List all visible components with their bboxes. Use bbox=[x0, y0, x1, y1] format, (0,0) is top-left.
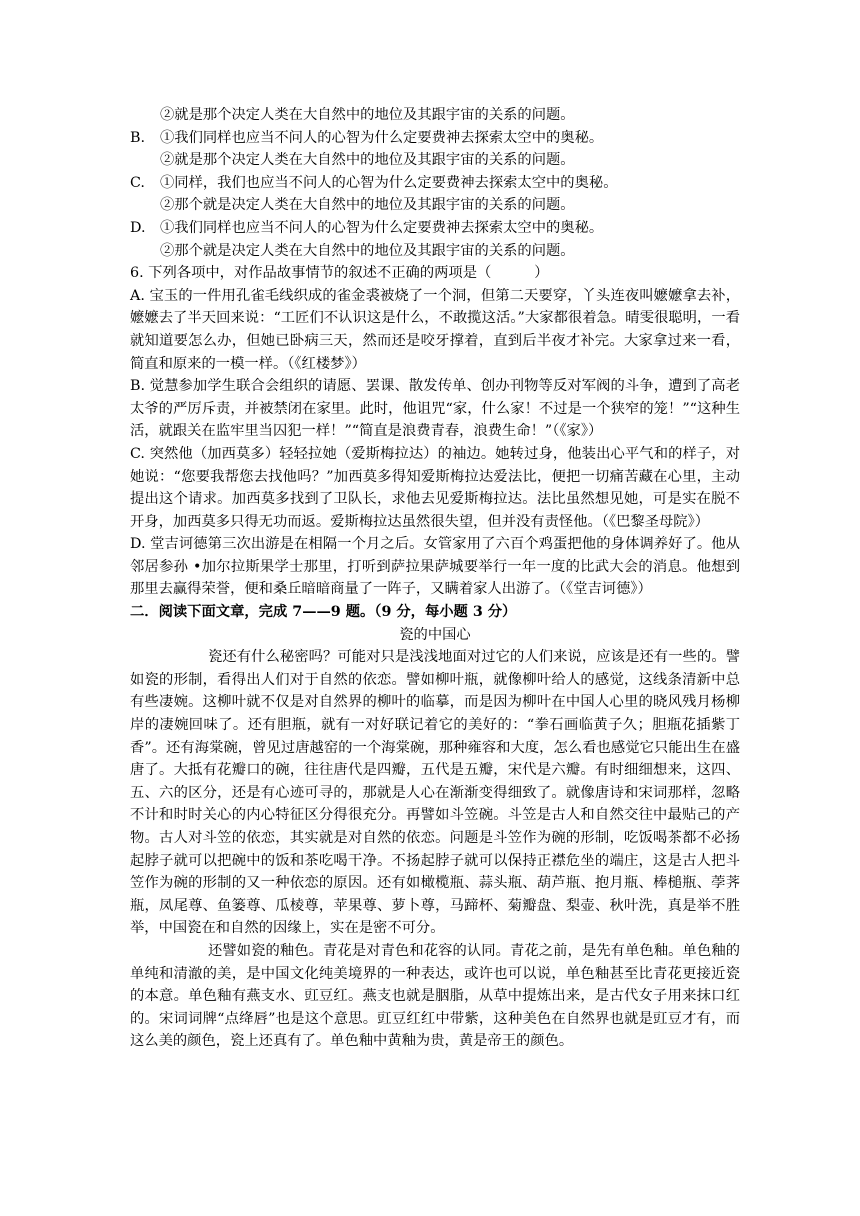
q6-option-b: B. 觉慧参加学生联合会组织的请愿、罢课、散发传单、创办刊物等反对军阀的斗争，遭到了高老太爷的严厉斥责，并被禁闭在家里。此时，他诅咒“家，什么家！不过是一个狭窄的笼！”“这种生活，就跟关在监牢里当囚犯一样！”“简直是浪费青春，浪费生命！”（《家》） bbox=[130, 378, 740, 440]
q5-option-b-text1: ①我们同样也应当不问人的心智为什么定要费神去探索太空中的奥秘。 bbox=[160, 129, 604, 146]
article-paragraph-2: 还譬如瓷的釉色。青花是对青色和花容的认同。青花之前，是先有单色釉。单色釉的单纯和清澈的美，是中国文化纯美境界的一种表达，或许也可以说，单色釉甚至比青花更接近瓷的本意。单色釉有燕支水、豇豆红。燕支也就是胭脂，从草中提炼出来，是古代女子用来抹口红的。宋词词牌“点绛唇”也是这个意思。豇豆红红中带紫，这种美色在自然界也就是豇豆才有，而这么美的颜色，瓷上还真有了。单色釉中黄釉为贵，黄是帝王的颜色。 bbox=[130, 942, 740, 1050]
q5-option-d-line2: ②那个就是决定人类在大自然中的地位及其跟宇宙的关系的问题。 bbox=[160, 242, 575, 259]
q5-option-c-line2: ②那个就是决定人类在大自然中的地位及其跟宇宙的关系的问题。 bbox=[160, 197, 575, 214]
section2-heading: 二．阅读下面文章，完成 7——9 题。（9 分，每小题 3 分） bbox=[130, 604, 517, 621]
q5-option-b-line1 bbox=[130, 127, 740, 150]
q6-stem: 6. 下列各项中，对作品故事情节的叙述不正确的两项是（ ） bbox=[130, 265, 549, 282]
q5-option-c-label: C. bbox=[130, 174, 145, 191]
q6-option-d: D. 堂吉诃德第三次出游是在相隔一个月之后。女管家用了六百个鸡蛋把他的身体调养好了。他从邻居参孙 •加尔拉斯果学士那里，打听到萨拉果萨城要举行一年一度的比武大会的消息。他想到那里去赢得荣誉，便和桑丘暗暗商量了一阵子，又瞒着家人出游了。（《堂吉诃德》） bbox=[130, 536, 740, 598]
q6-option-c: C. 突然他（加西莫多）轻轻拉她（爱斯梅拉达）的袖边。她转过身，他装出心平气和的样子，对她说：“您要我帮您去找他吗？”加西莫多得知爱斯梅拉达爱法比，便把一切痛苦藏在心里，主动提出这个请求。加西莫多找到了卫队长，求他去见爱斯梅拉达。法比虽然想见她，可是实在脱不开身，加西莫多只得无功而返。爱斯梅拉达虽然很失望，但并没有责怪他。（《巴黎圣母院》） bbox=[130, 445, 740, 530]
exam-page bbox=[130, 104, 740, 1053]
article-title: 瓷的中国心 bbox=[399, 626, 471, 643]
q5-option-d-line1 bbox=[130, 217, 740, 240]
q5-option-c-line1 bbox=[130, 172, 740, 195]
article-paragraph-1: 瓷还有什么秘密吗？可能对只是浅浅地面对过它的人们来说，应该是还有一些的。譬如瓷的形制，看得出人们对于自然的依恋。譬如柳叶瓶，就像柳叶给人的感觉，这线条清新中总有些凄婉。这柳叶就不仅是对自然界的柳叶的临摹，而是因为柳叶在中国人心里的晓风残月杨柳岸的凄婉回味了。还有胆瓶，就有一对好联记着它的美好的：“拳石画临黄子久；胆瓶花插紫丁香”。还有海棠碗，曾见过唐越窑的一个海棠碗，那种雍容和大度，怎么看也感觉它只能出生在盛唐了。大抵有花瓣口的碗，往往唐代是四瓣，五代是五瓣，宋代是六瓣。有时细细想来，这四、五、六的区分，还是有心迹可寻的，那就是人心在渐渐变得细致了。就像唐诗和宋词那样，忽略不计和时时关心的内心特征区分得很充分。再譬如斗笠碗。斗笠是古人和自然交往中最贴己的产物。古人对斗笠的依恋，其实就是对自然的依恋。问题是斗笠作为碗的形制，吃饭喝茶都不必扬起脖子就可以把碗中的饭和茶吃喝干净。不扬起脖子就可以保持正襟危坐的端庄，这是古人把斗笠作为碗的形制的又一种依恋的原因。还有如橄榄瓶、蒜头瓶、葫芦瓶、抱月瓶、棒槌瓶、荸荠瓶，凤尾尊、鱼篓尊、瓜棱尊，苹果尊、萝卜尊，马蹄杯、菊瓣盘、梨壶、秋叶洗，真是举不胜举，中国瓷在和自然的因缘上，实在是密不可分。 bbox=[130, 649, 740, 937]
q5-option-b-line2: ②就是那个决定人类在大自然中的地位及其跟宇宙的关系的问题。 bbox=[160, 152, 575, 169]
q5-option-b-label: B. bbox=[130, 129, 146, 146]
q5-option-d-text1: ①我们同样也应当不问人的心智为什么定要费神去探索太空中的奥秘。 bbox=[160, 219, 604, 236]
q6-option-a: A. 宝玉的一件用孔雀毛线织成的雀金裘被烧了一个洞，但第二天要穿，丫头连夜叫嬷嬷拿去补，嬷嬷去了半天回来说：“工匠们不认识这是什么，不敢揽这活。”大家都很着急。晴雯很聪明，一看就知道要怎么办，但她已卧病三天，然而还是咬牙撑着，直到后半夜才补完。大家拿过来一看，简直和原来的一模一样。（《红楼梦》） bbox=[130, 287, 740, 372]
q5-option-c-text1: ①同样，我们也应当不问人的心智为什么定要费神去探索太空中的奥秘。 bbox=[160, 174, 618, 191]
q5-option-a-line2: ②就是那个决定人类在大自然中的地位及其跟宇宙的关系的问题。 bbox=[160, 107, 575, 123]
q5-option-d-label: D. bbox=[130, 219, 146, 236]
